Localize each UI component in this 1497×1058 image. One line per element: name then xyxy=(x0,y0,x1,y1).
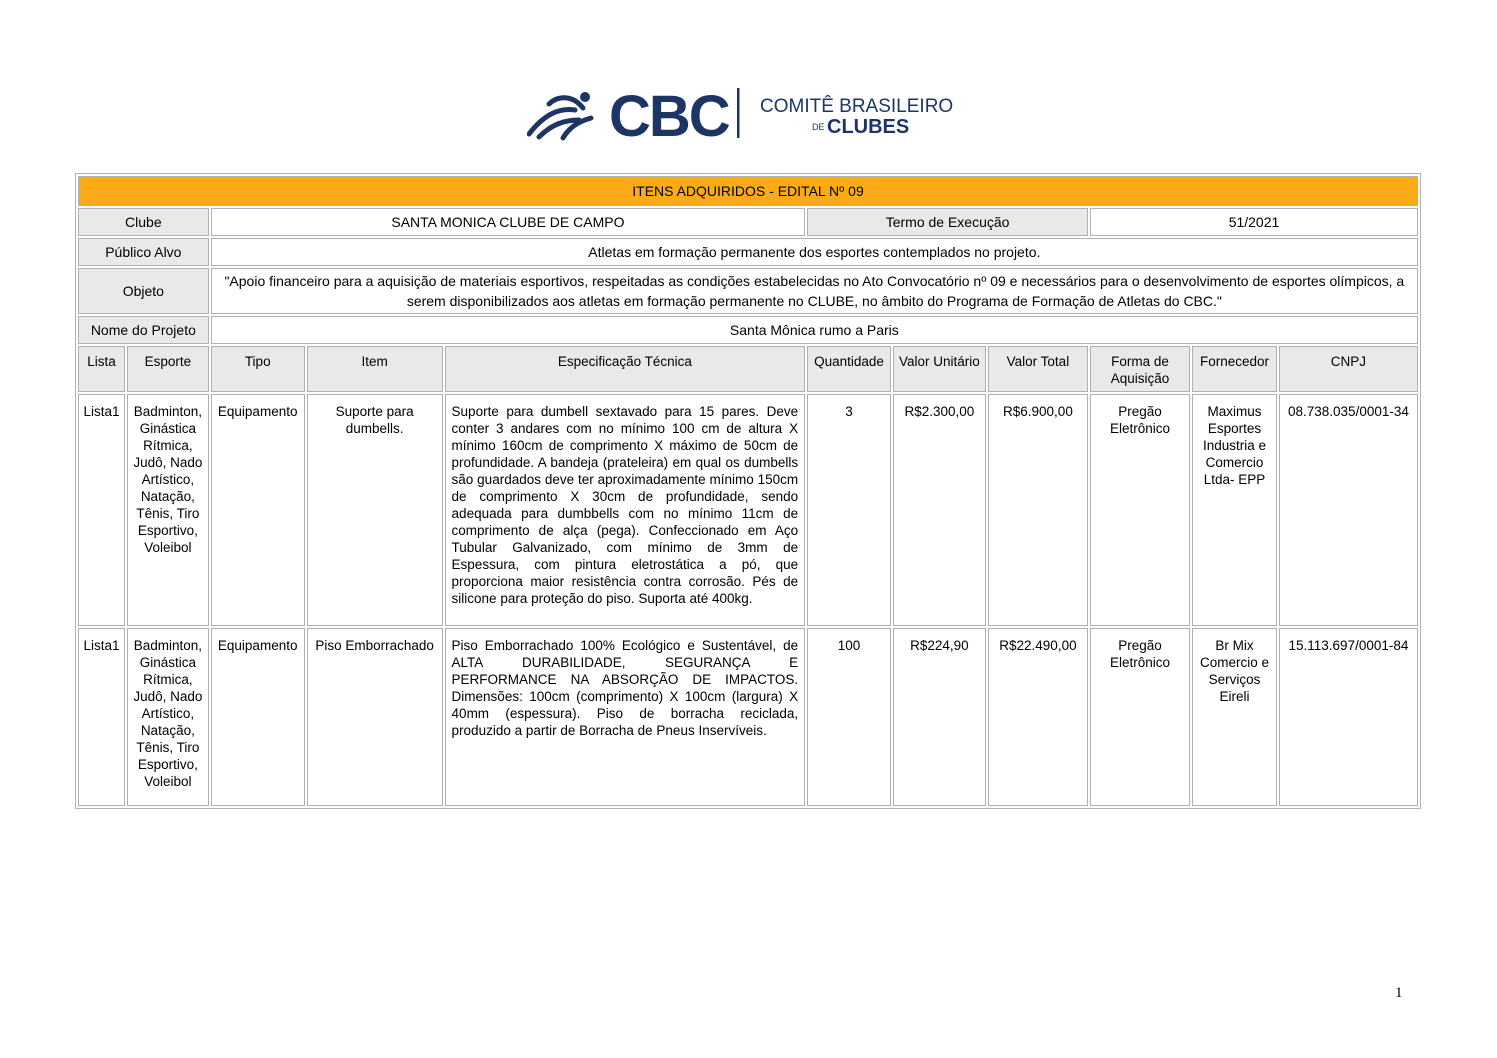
cell-tipo: Equipamento xyxy=(211,628,305,806)
cell-cnpj: 15.113.697/0001-84 xyxy=(1279,628,1418,806)
column-header-row xyxy=(78,346,1418,392)
col-lista: Lista xyxy=(78,346,125,392)
objeto-value: "Apoio financeiro para a aquisição de materiais esportivos, respeitadas as condições estabelecidas no Ato Convocatório nº 09 e necessários para o desenvolvimento de esportes olímpicos, a serem disponibilizados aos atletas em formação permanente no CLUBE, no âmbito do Programa de Formação de Atletas do CBC." xyxy=(211,268,1418,314)
org-line2: CLUBES xyxy=(827,116,910,138)
cell-fornecedor: Br Mix Comercio e Serviços Eireli xyxy=(1192,628,1277,806)
col-esporte: Esporte xyxy=(127,346,209,392)
cell-item: Piso Emborrachado xyxy=(307,628,443,806)
cell-valor-total: R$6.900,00 xyxy=(988,394,1088,626)
col-forma: Forma de Aquisição xyxy=(1090,346,1190,392)
col-fornecedor: Fornecedor xyxy=(1192,346,1277,392)
projeto-value: Santa Mônica rumo a Paris xyxy=(211,316,1418,344)
org-line2-prefix: DE xyxy=(812,122,825,132)
clube-label: Clube xyxy=(78,208,209,236)
cell-forma: Pregão Eletrônico xyxy=(1090,394,1190,626)
org-line1: COMITÊ BRASILEIRO xyxy=(760,96,954,117)
publico-value: Atletas em formação permanente dos esportes contemplados no projeto. xyxy=(211,238,1418,266)
cell-esporte: Badminton, Ginástica Rítmica, Judô, Nado Artístico, Natação, Tênis, Tiro Esportivo, Voleibol xyxy=(127,628,209,806)
col-valor-unitario: Valor Unitário xyxy=(893,346,986,392)
logo-cbc-text: CBC xyxy=(609,84,729,142)
col-tipo: Tipo xyxy=(211,346,305,392)
table-row xyxy=(78,628,1418,806)
publico-label: Público Alvo xyxy=(78,238,209,266)
col-spec: Especificação Técnica xyxy=(445,346,806,392)
cell-tipo: Equipamento xyxy=(211,394,305,626)
cell-valor-total: R$22.490,00 xyxy=(988,628,1088,806)
col-quantidade: Quantidade xyxy=(807,346,891,392)
cell-cnpj: 08.738.035/0001-34 xyxy=(1279,394,1418,626)
cell-valor-unitario: R$224,90 xyxy=(893,628,986,806)
cell-quantidade: 3 xyxy=(807,394,891,626)
cell-lista: Lista1 xyxy=(78,628,125,806)
cell-item: Suporte para dumbells. xyxy=(307,394,443,626)
logo-divider xyxy=(737,88,740,138)
items-table xyxy=(75,173,1421,809)
cbc-logo xyxy=(527,82,972,142)
col-valor-total: Valor Total xyxy=(988,346,1088,392)
cell-lista: Lista1 xyxy=(78,394,125,626)
cell-forma: Pregão Eletrônico xyxy=(1090,628,1190,806)
col-item: Item xyxy=(307,346,443,392)
objeto-label: Objeto xyxy=(78,268,209,314)
clube-value: SANTA MONICA CLUBE DE CAMPO xyxy=(211,208,805,236)
projeto-label: Nome do Projeto xyxy=(78,316,209,344)
cell-quantidade: 100 xyxy=(807,628,891,806)
cell-fornecedor: Maximus Esportes Industria e Comercio Ltda- EPP xyxy=(1192,394,1277,626)
cell-spec: Piso Emborrachado 100% Ecológico e Sustentável, de ALTA DURABILIDADE, SEGURANÇA E PERFORMANCE NA ABSORÇÃO DE IMPACTOS. Dimensões: 100cm (comprimento) X 100cm (largura) X 40mm (espessura). Piso de borracha reciclada, produzido a partir de Borracha de Pneus Inservíveis. xyxy=(445,628,806,806)
table-row xyxy=(78,394,1418,626)
cell-valor-unitario: R$2.300,00 xyxy=(893,394,986,626)
runner-icon xyxy=(529,92,591,138)
termo-label: Termo de Execução xyxy=(807,208,1088,236)
cell-esporte: Badminton, Ginástica Rítmica, Judô, Nado Artístico, Natação, Tênis, Tiro Esportivo, Voleibol xyxy=(127,394,209,626)
termo-value: 51/2021 xyxy=(1090,208,1418,236)
col-cnpj: CNPJ xyxy=(1279,346,1418,392)
page-number: 1 xyxy=(1395,985,1403,1001)
table-banner: ITENS ADQUIRIDOS - EDITAL Nº 09 xyxy=(78,176,1418,206)
cell-spec: Suporte para dumbell sextavado para 15 pares. Deve conter 3 andares com no mínimo 100 cm de altura X mínimo 160cm de comprimento X máximo de 50cm de profundidade. A bandeja (prateleira) em qual os dumbells são guardados deve ter aproximadamente mínimo 150cm de comprimento X 30cm de profundidade, sendo adequada para dumbbells com no mínimo 11cm de comprimento de alça (pega). Confeccionado em Aço Tubular Galvanizado, com mínimo de 3mm de Espessura, com pintura eletrostática a pó, que proporciona maior resistência contra corrosão. Pés de silicone para proteção do piso. Suporta até 400kg. xyxy=(445,394,806,626)
